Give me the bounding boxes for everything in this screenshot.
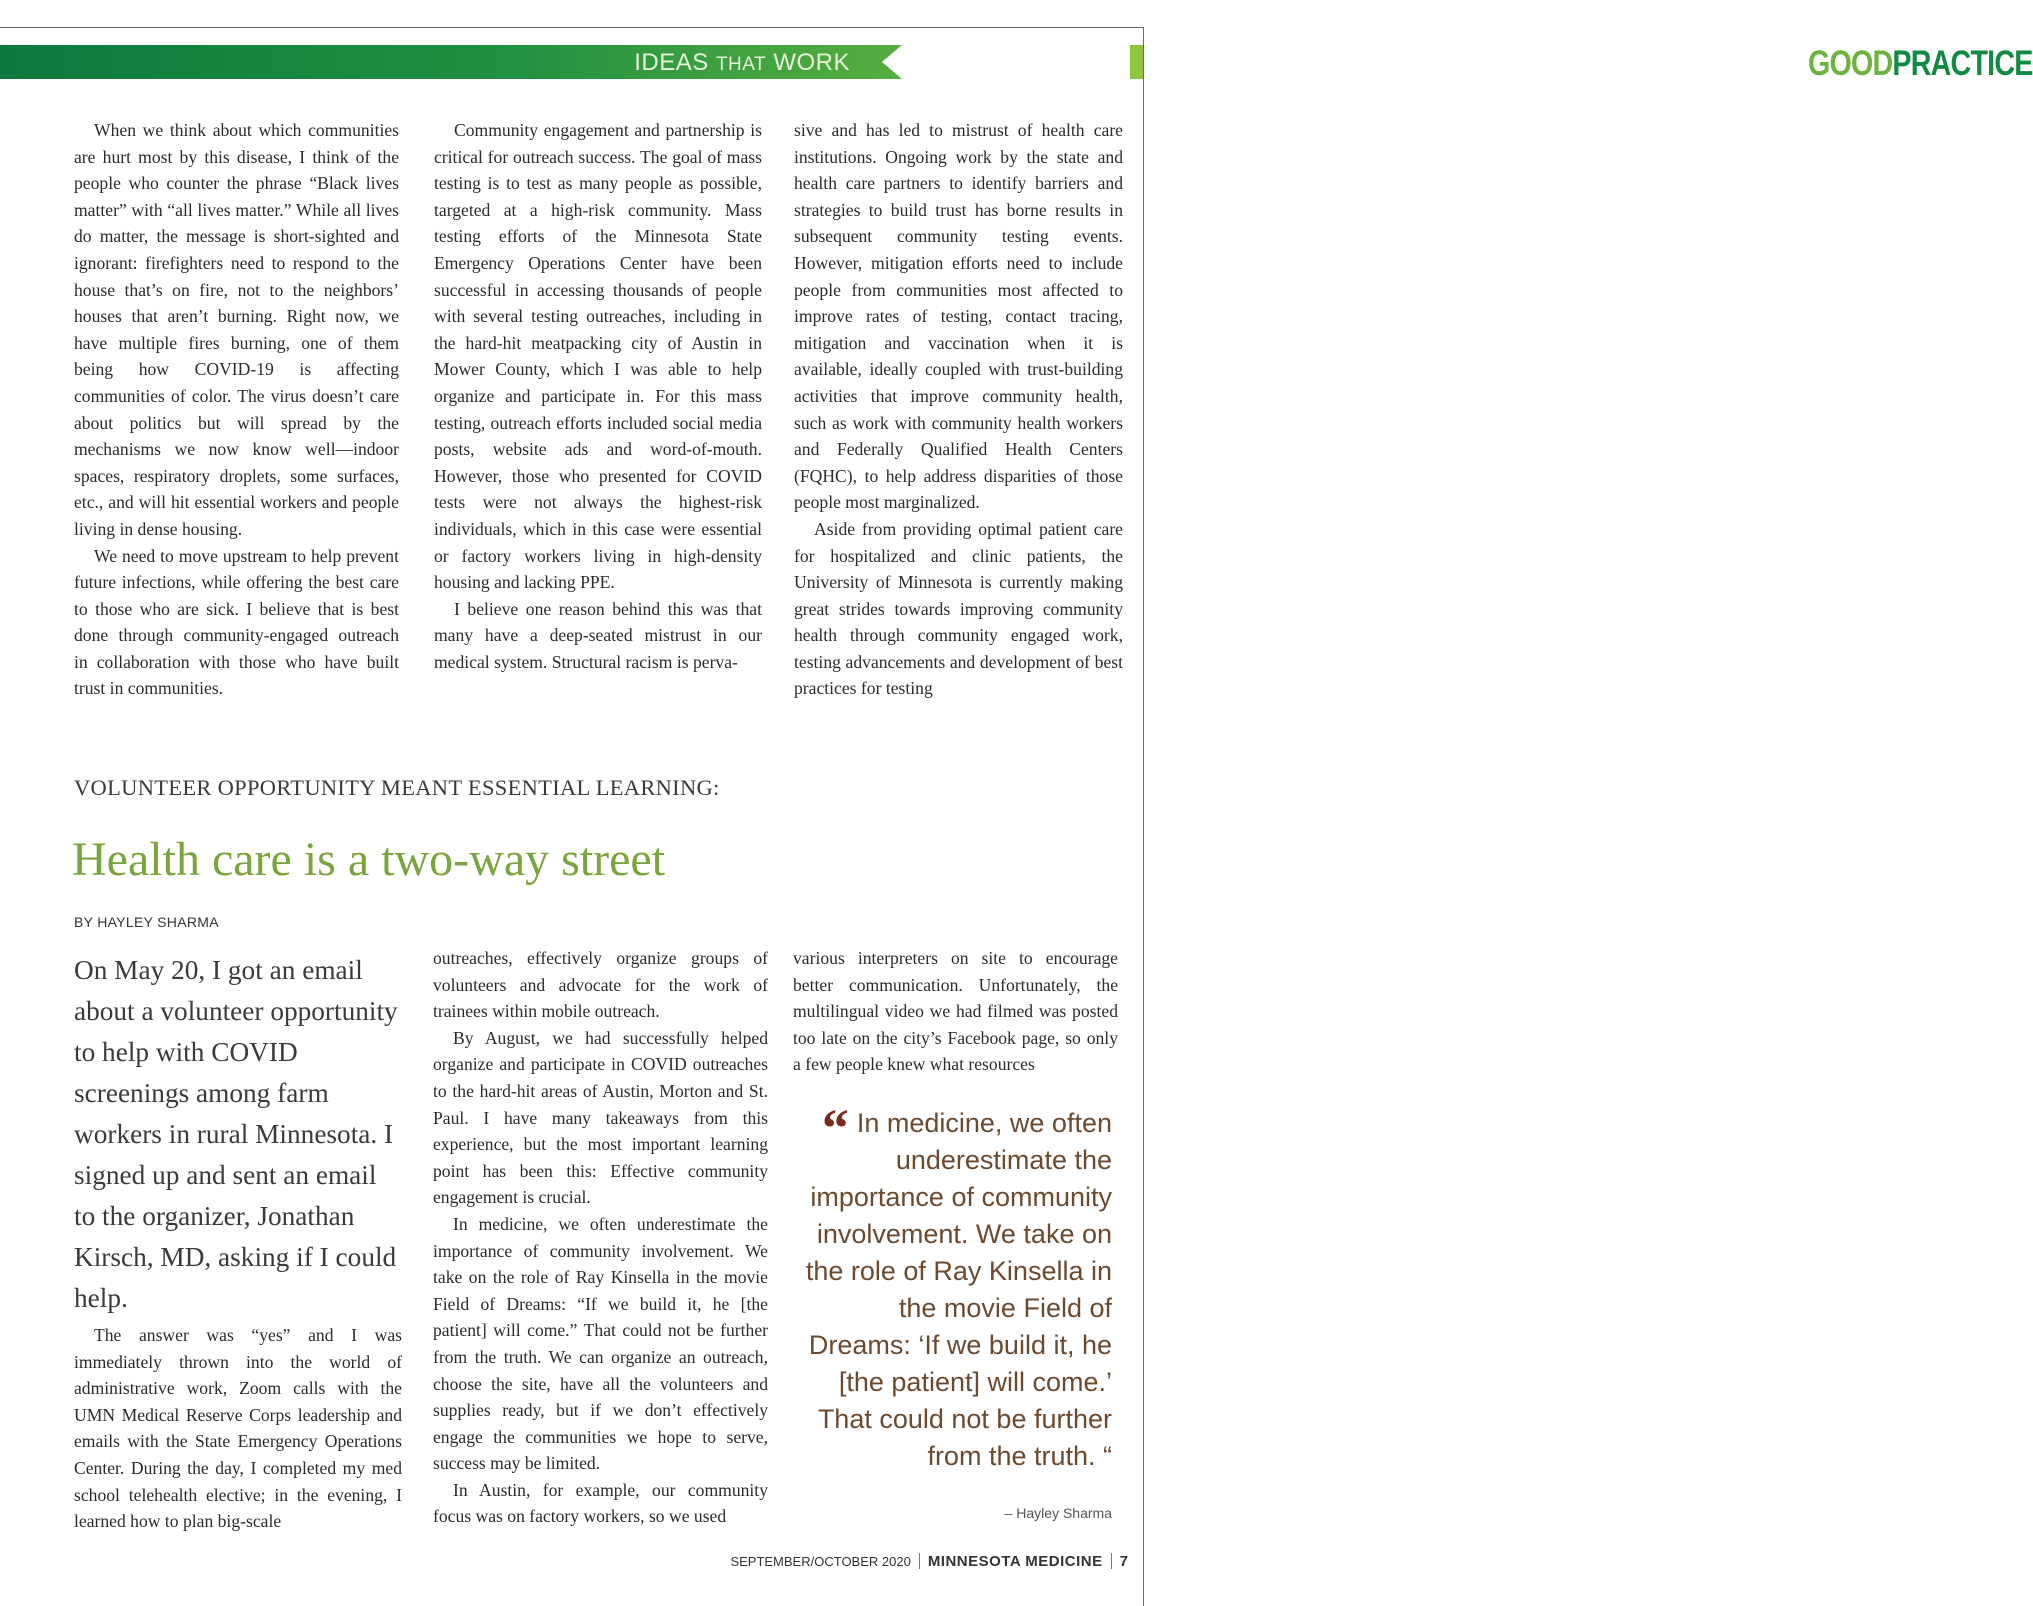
footer-divider: [1111, 1553, 1112, 1569]
paragraph: In medicine, we often underestimate the importance of community involvement. We take on the role of Ray Kinsella in the movie Field of Dreams: “If we build it, he [the patient] will come.” That could not be further from the truth. We can organize an outreach, choose the site, have all the volunteers and supplies ready, but if we don’t effectively engage the communities we hope to serve, success may be limited.: [433, 1213, 768, 1474]
top-rule: [0, 27, 1144, 28]
page-number: 7: [1119, 1553, 1128, 1570]
good-practice-plate: [902, 44, 2033, 83]
paragraph: We need to move upstream to help prevent future infections, while offering the best care to those who are sick. I believe that is best done through community-engaged outreach in collaboration with those who have built trust in communities.: [74, 545, 399, 699]
paragraph: various interpreters on site to encourage better communication. Unfortunately, the multilingual video we had filmed was posted too late on the city’s Facebook page, so only a few people knew what resources: [793, 948, 1118, 1075]
pull-quote-text: In medicine, we often underestimate the importance of community involvement. We take on the role of Ray Kinsella in the movie Field of Dreams: ‘If we build it, he [the patient] will come.’ That could not be further from the truth. “: [805, 1108, 1112, 1471]
banner-tail-icon: [1130, 45, 1143, 79]
top-article-column-2: [434, 117, 762, 675]
ideas-that-work-label: IDEAS THAT WORK: [634, 49, 850, 76]
article-headline: Health care is a two-way street: [72, 833, 666, 886]
pull-quote: [790, 1098, 1112, 1475]
top-article-column-1: [74, 117, 399, 702]
magazine-name: MINNESOTA MEDICINE: [927, 1553, 1103, 1570]
lede-paragraph: On May 20, I got an email about a volunteer opportunity to help with COVID screenings among farm workers in rural Minnesota. I signed up and sent an email to the organizer, Jonathan Kirsch, MD, asking if I could help.: [74, 955, 398, 1313]
good-practice-logo: GOODPRACTICE: [1808, 44, 2033, 83]
paragraph: By August, we had successfully helped organize and participate in COVID outreaches to the hard-hit areas of Austin, Morton and St. Paul. I have many takeaways from this experience, but the most important learning point has been this: Effective community engagement is crucial.: [433, 1027, 768, 1208]
footer-divider: [919, 1553, 920, 1569]
paragraph: sive and has led to mistrust of health care institutions. Ongoing work by the state and health care partners to identify barriers and strategies to build trust has borne results in subsequent community testing events. However, mitigation efforts need to include people from communities most affected to improve rates of testing, contact tracing, mitigation and vaccination when it is available, ideally coupled with trust-building activities that improve community health, such as work with community health workers and Federally Qualified Health Centers (FQHC), to help address disparities of those people most marginalized.: [794, 120, 1123, 513]
paragraph: Community engagement and partnership is critical for outreach success. The goal of mass testing is to test as many people as possible, targeted at a high-risk community. Mass testing efforts of the Minnesota State Emergency Operations Center have been successful in accessing thousands of people with several testing outreaches, including in the hard-hit meatpacking city of Austin in Mower County, which I was able to help organize and participate in. For this mass testing, outreach efforts included social media posts, website ads and word-of-mouth. However, those who presented for COVID tests were not always the highest-risk individuals, which in this case were essential or factory workers living in high-density housing and lacking PPE.: [434, 120, 762, 593]
right-rule: [1143, 28, 1144, 1606]
article-kicker: VOLUNTEER OPPORTUNITY MEANT ESSENTIAL LEARNING:: [74, 775, 720, 800]
paragraph: The answer was “yes” and I was immediately thrown into the world of administrative work, Zoom calls with the UMN Medical Reserve Corps leadership and emails with the State Emergency Operations Center. During the day, I completed my med school telehealth elective; in the evening, I learned how to plan big-scale: [74, 1325, 402, 1532]
article-byline: BY HAYLEY SHARMA: [74, 914, 219, 930]
paragraph: I believe one reason behind this was that many have a deep-seated mistrust in our medical system. Structural racism is perva-: [434, 598, 762, 672]
banner-arrow-icon: [882, 45, 902, 79]
page-footer: [730, 1553, 1128, 1571]
paragraph: In Austin, for example, our community focus was on factory workers, so we used: [433, 1479, 768, 1527]
paragraph: When we think about which communities are hurt most by this disease, I think of the people who counter the phrase “Black lives matter” with “all lives matter.” While all lives do matter, the message is short-sighted and ignorant: firefighters need to respond to the house that’s on fire, not to the neighbors’ houses that aren’t burning. Right now, we have multiple fires burning, one of them being how COVID-19 is affecting communities of color. The virus doesn’t care about politics but will spread by the mechanisms we now know well—indoor spaces, respiratory droplets, some surfaces, etc., and will hit essential workers and people living in dense housing.: [74, 120, 399, 539]
feature-column-3: [793, 945, 1118, 1078]
pull-quote-attribution: – Hayley Sharma: [1004, 1505, 1112, 1521]
feature-column-2: [433, 945, 768, 1530]
paragraph: Aside from providing optimal patient care for hospitalized and clinic patients, the University of Minnesota is currently making great strides towards improving community health through community engaged work, testing advancements and development of best practices for testing: [794, 518, 1123, 699]
feature-column-1: [74, 950, 402, 1535]
section-banner: [0, 44, 2033, 83]
issue-date: SEPTEMBER/OCTOBER 2020: [730, 1554, 911, 1569]
top-article-column-3: [794, 117, 1123, 702]
paragraph: outreaches, effectively organize groups of volunteers and advocate for the work of trainees within mobile outreach.: [433, 948, 768, 1022]
open-quote-icon: “: [821, 1098, 849, 1158]
